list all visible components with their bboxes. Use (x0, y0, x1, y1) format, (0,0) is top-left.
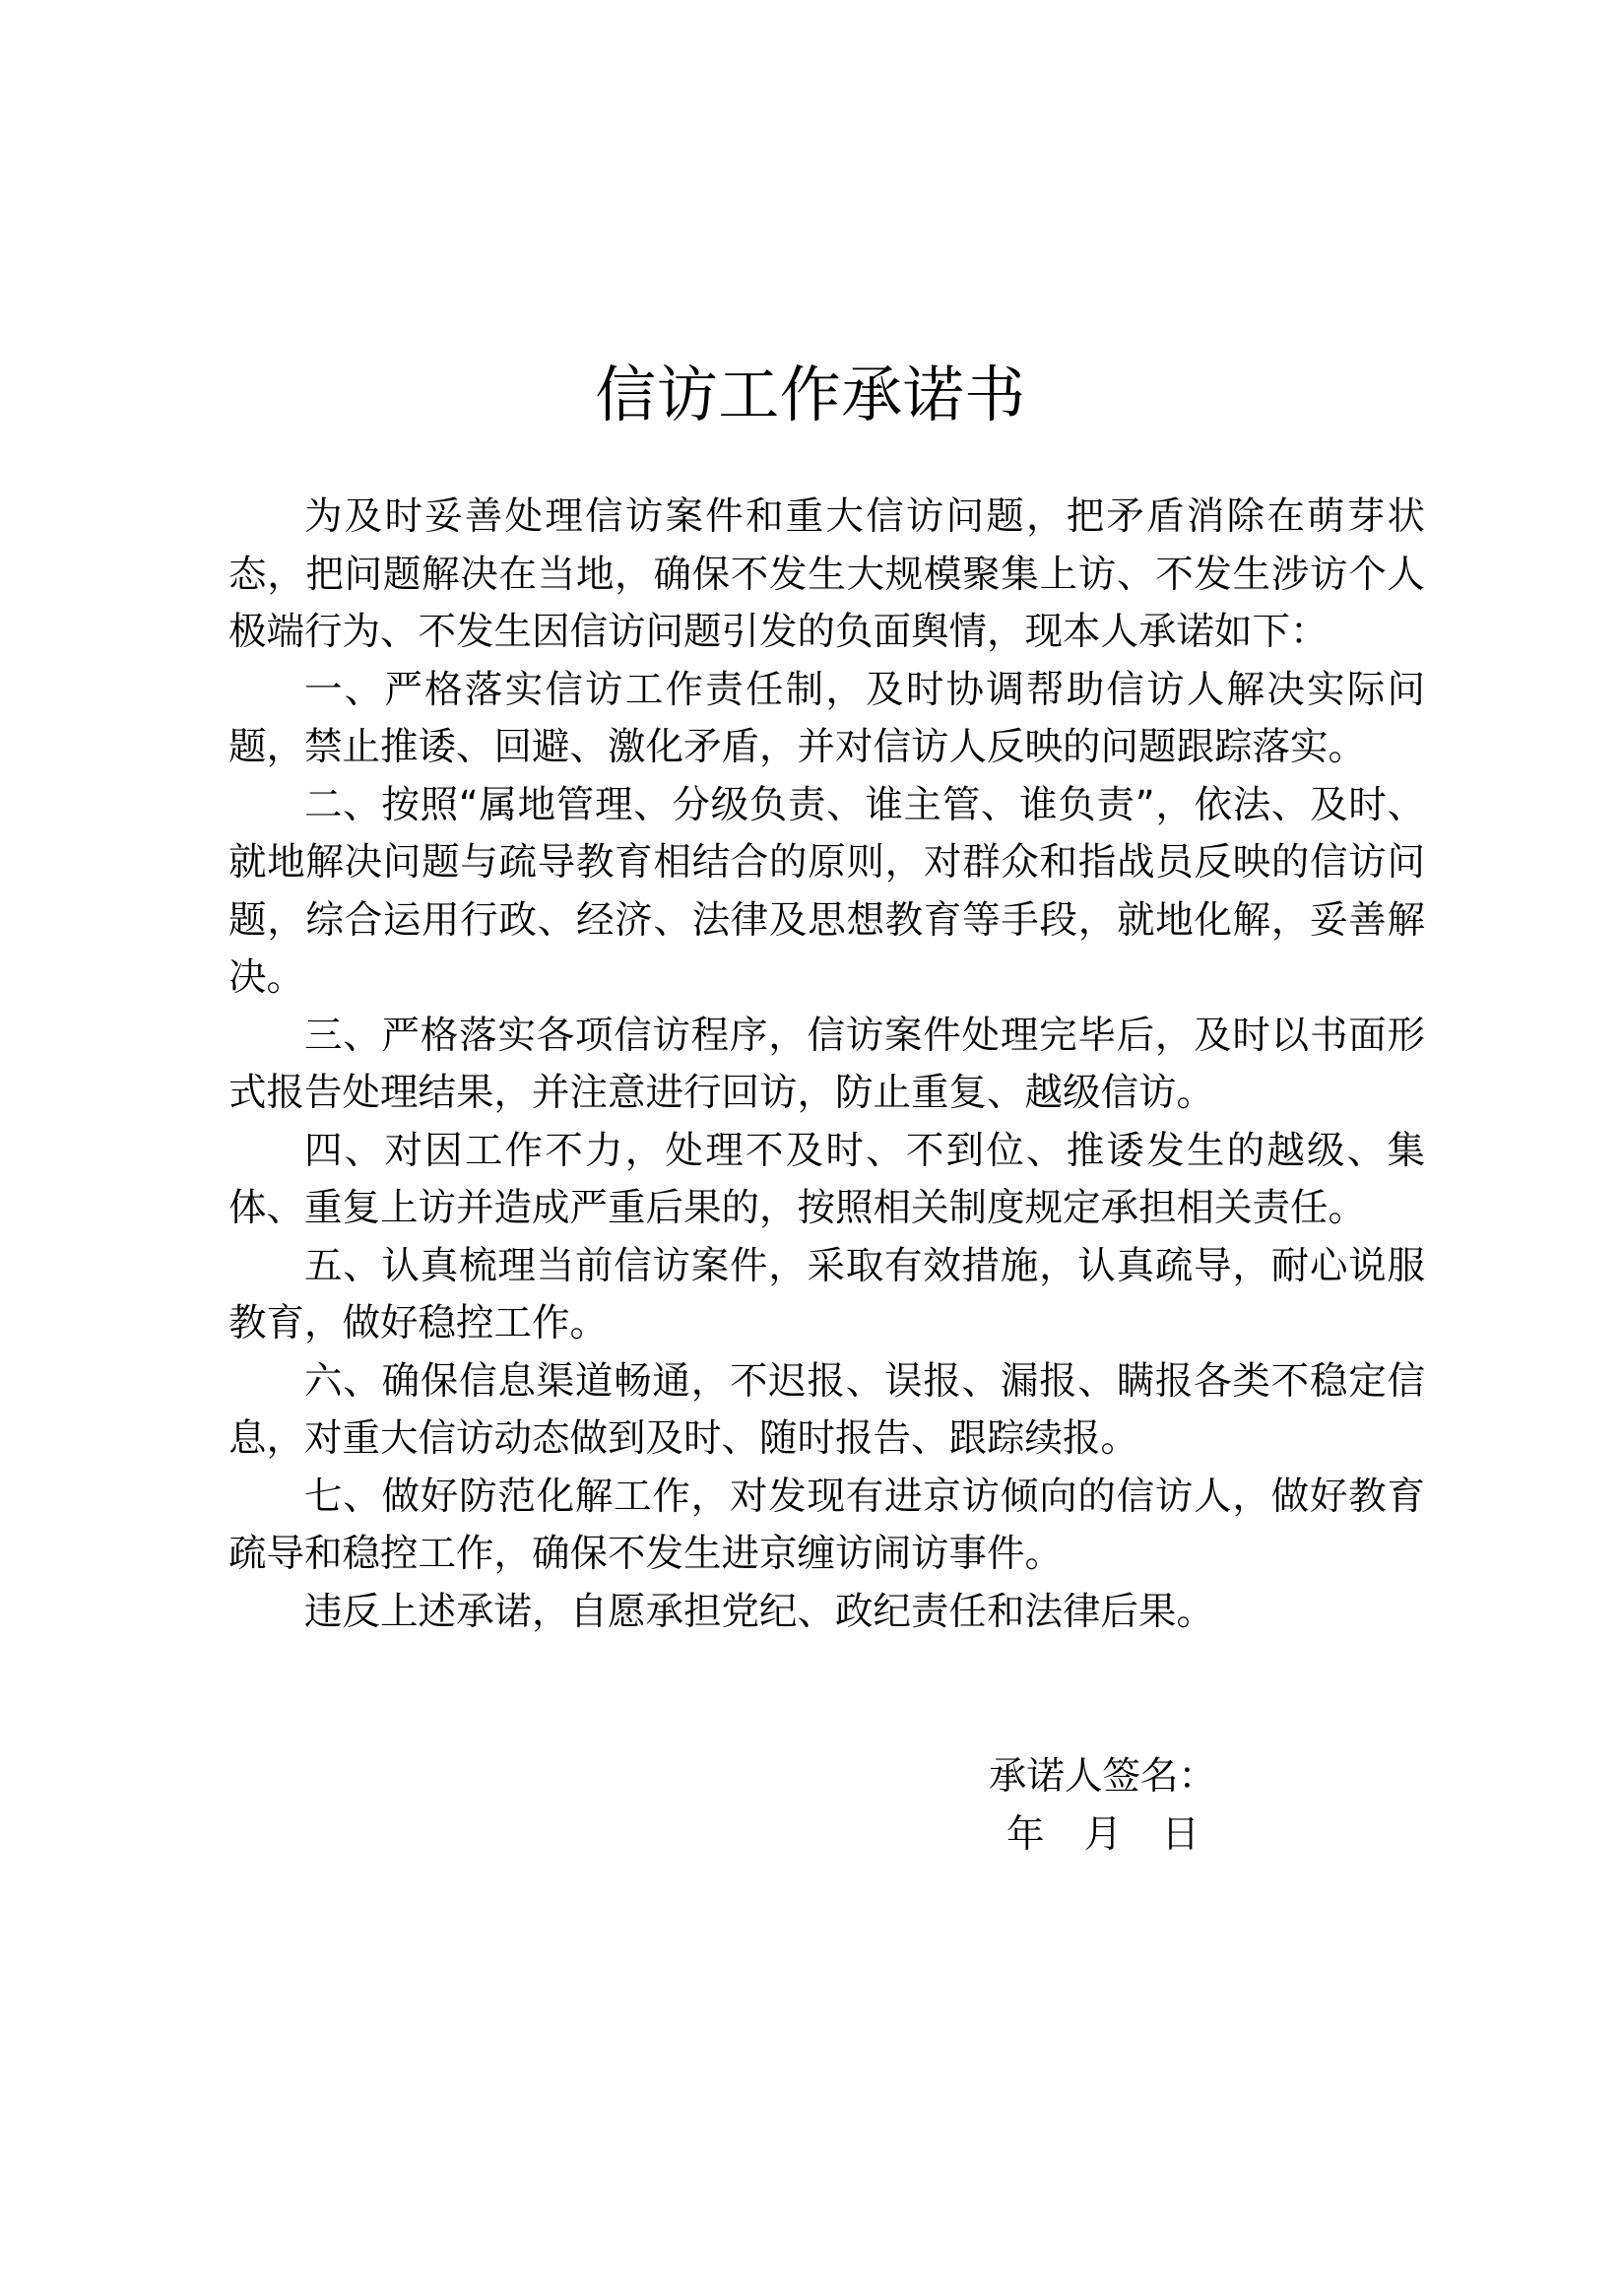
page-title: 信访工作承诺书 (595, 358, 1026, 430)
document-body (228, 489, 1425, 1641)
paragraph-preamble: 为及时妥善处理信访案件和重大信访问题，把矛盾消除在萌芽状态，把问题解决在当地，确保不发生大规模聚集上访、不发生涉访个人极端行为、不发生因信访问题引发的负面舆情，现本人承诺如下： (228, 494, 1425, 654)
paragraph-item-3: 三、严格落实各项信访程序，信访案件处理完毕后，及时以书面形式报告处理结果，并注意进行回访，防止重复、越级信访。 (228, 1013, 1425, 1115)
paragraph-closing: 违反上述承诺，自愿承担党纪、政纪责任和法律后果。 (304, 1589, 1215, 1634)
paragraph-item-7: 七、做好防范化解工作，对发现有进京访倾向的信访人，做好教育疏导和稳控工作，确保不发生进京缠访闹访事件。 (228, 1474, 1425, 1576)
signer-name-label: 承诺人签名： (989, 1754, 1217, 1799)
paragraph-item-5: 五、认真梳理当前信访案件，采取有效措施，认真疏导，耐心说服教育，做好稳控工作。 (228, 1243, 1425, 1345)
paragraph-item-2: 二、按照“属地管理、分级负责、谁主管、谁负责”，依法、及时、就地解决问题与疏导教育相结合的原则，对群众和指战员反映的信访问题，综合运用行政、经济、法律及思想教育等手段，就地化解，妥善解决。 (228, 782, 1425, 1000)
paragraph-item-4: 四、对因工作不力，处理不及时、不到位、推诿发生的越级、集体、重复上访并造成严重后果的，按照相关制度规定承担相关责任。 (228, 1128, 1425, 1230)
signature-block (228, 1748, 1425, 1864)
paragraph-item-1: 一、严格落实信访工作责任制，及时协调帮助信访人解决实际问题，禁止推诿、回避、激化矛盾，并对信访人反映的问题跟踪落实。 (228, 667, 1425, 769)
paragraph-item-6: 六、确保信息渠道畅通，不迟报、误报、漏报、瞒报各类不稳定信息，对重大信访动态做到及时、随时报告、跟踪续报。 (228, 1358, 1425, 1461)
signature-date-label: 年 月 日 (1006, 1811, 1213, 1857)
